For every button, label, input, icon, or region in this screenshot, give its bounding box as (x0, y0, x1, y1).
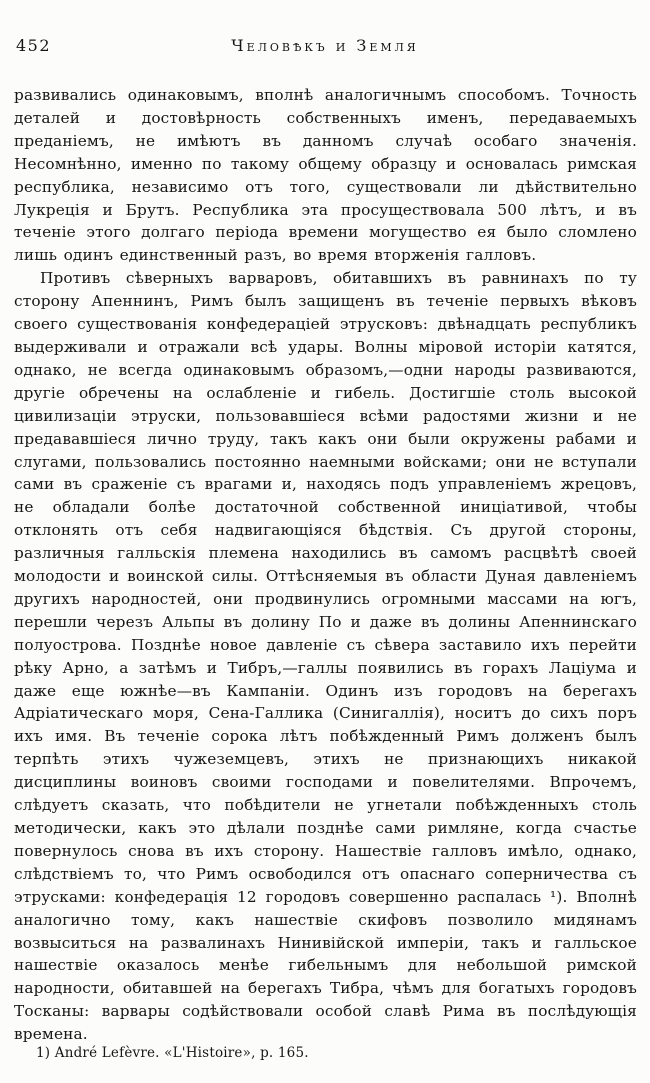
footnote: 1) André Lefèvre. «L'Histoire», p. 165. (36, 1045, 309, 1061)
running-header-title: Человѣкъ и Земля (231, 36, 419, 55)
paragraph: развивались одинаковымъ, вполнѣ аналогичнымъ способомъ. Точность деталей и достовѣрность собственныхъ именъ, передаваемыхъ преданіемъ, не имѣютъ въ данномъ случаѣ особаго значенія. Несомнѣнно, именно по такому общему образцу и основалась римская республика, независимо отъ того, существовали ли дѣйствительно Лукреція и Брутъ. Республика эта просуществовала 500 лѣтъ, и въ теченіе этого долгаго періода времени могущество ея было сломлено лишь одинъ единственный разъ, во время вторженія галловъ. (14, 86, 637, 265)
paragraph: Противъ сѣверныхъ варваровъ, обитавшихъ въ равнинахъ по ту сторону Апеннинъ, Римъ былъ защищенъ въ теченіе первыхъ вѣковъ своего существованія конфедераціей этрусковъ: двѣнадцать республикъ выдерживали и отражали всѣ удары. Волны міровой исторіи катятся, однако, не всегда одинаковымъ образомъ,—одни народы развиваются, другіе обречены на ослабленіе и гибель. Достигшіе столь высокой цивилизаціи этруски, пользовавшіеся всѣми радостями жизни и не предававшіеся лично труду, такъ какъ они были окружены рабами и слугами, пользовались постоянно наемными войсками; они не вступали сами въ сраженіе съ врагами и, находясь подъ управленіемъ жрецовъ, не обладали болѣе достаточной собственной иниціативой, чтобы отклонять отъ себя надвигающіяся бѣдствія. Съ другой стороны, различныя галльскія племена находились въ самомъ расцвѣтѣ своей молодости и воинской силы. Оттѣсняемыя въ области Дуная давленіемъ другихъ народностей, они продвинулись огромными массами на югъ, перешли черезъ Альпы въ долину По и даже въ долины Апеннинскаго полуострова. Позднѣе новое давленіе съ сѣвера заставило ихъ перейти рѣку Арно, а затѣмъ и Тибръ,—галлы появились въ горахъ Лаціума и даже еще южнѣе—въ Кампаніи. Одинъ изъ городовъ на берегахъ Адріатическаго моря, Сена-Галлика (Синигаллія), носитъ до сихъ поръ ихъ имя. Въ теченіе сорока лѣтъ побѣжденный Римъ долженъ былъ терпѣть этихъ чужеземцевъ, этихъ не признающихъ никакой дисциплины воиновъ своими господами и повелителями. Впрочемъ, слѣдуетъ сказать, что побѣдители не угнетали побѣжденныхъ столь методически, какъ это дѣлали позднѣе сами римляне, когда счастье повернулось снова въ ихъ сторону. Нашествіе галловъ имѣло, однако, слѣдствіемъ то, что Римъ освободился отъ опаснаго соперничества съ этрусками: конфедерація 12 городовъ совершенно распалась ¹). Вполнѣ аналогично тому, какъ нашествіе скифовъ позволило мидянамъ возвыситься на развалинахъ Нинивійской имперіи, такъ и галльское нашествіе оказалось менѣе гибельнымъ для небольшой римской народности, обитавшей на берегахъ Тибра, чѣмъ для богатыхъ городовъ Тосканы: варвары содѣйствовали особой славѣ Рима въ послѣдующія времена. (14, 269, 637, 1044)
page-number: 452 (16, 36, 52, 55)
body-text (14, 84, 637, 1046)
running-header (16, 36, 634, 58)
